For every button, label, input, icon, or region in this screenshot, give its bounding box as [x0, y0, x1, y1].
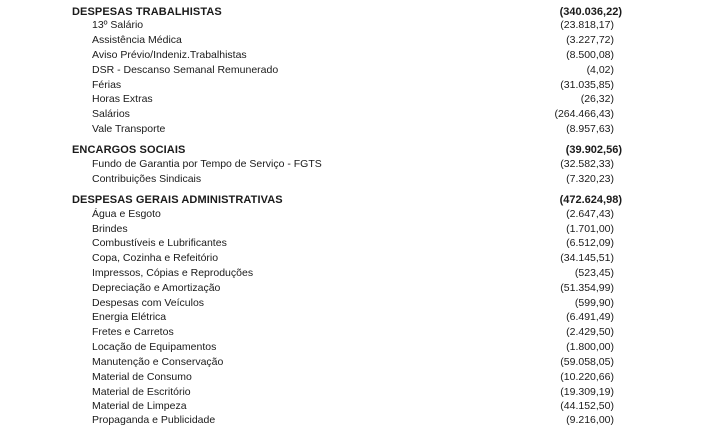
- item-value: (6.512,09): [566, 237, 614, 249]
- item-value: (599,90): [574, 297, 614, 309]
- line-item: [92, 172, 614, 186]
- line-item: [92, 63, 614, 77]
- line-item: [92, 266, 614, 280]
- line-item: [92, 296, 614, 310]
- item-value: (7.320,23): [566, 173, 614, 185]
- line-item: [92, 107, 614, 121]
- line-item: [92, 413, 614, 427]
- item-value: (44.152,50): [560, 400, 614, 412]
- item-value: (10.220,66): [560, 371, 614, 383]
- section-title: ENCARGOS SOCIAIS: [72, 144, 186, 156]
- line-item: [92, 18, 614, 32]
- item-label: Material de Consumo: [92, 371, 192, 383]
- line-item: [92, 92, 614, 106]
- item-value: (2.647,43): [566, 208, 614, 220]
- line-item: [92, 325, 614, 339]
- item-label: Energia Elétrica: [92, 311, 167, 323]
- item-label: Vale Transporte: [92, 123, 166, 135]
- section-title: DESPESAS TRABALHISTAS: [72, 6, 222, 18]
- item-value: (32.582,33): [560, 158, 614, 170]
- item-label: Depreciação e Amortização: [92, 282, 221, 294]
- item-value: (1.701,00): [566, 223, 614, 235]
- item-label: 13º Salário: [92, 19, 144, 31]
- line-item: [92, 310, 614, 324]
- item-label: Copa, Cozinha e Refeitório: [92, 252, 219, 264]
- item-label: DSR - Descanso Semanal Remunerado: [92, 64, 279, 76]
- line-item: [92, 355, 614, 369]
- item-label: Salários: [92, 108, 130, 120]
- item-value: (6.491,49): [566, 311, 614, 323]
- line-item: [92, 236, 614, 250]
- item-value: (34.145,51): [560, 252, 614, 264]
- line-item: [92, 370, 614, 384]
- item-label: Contribuições Sindicais: [92, 173, 202, 185]
- line-item: [92, 340, 614, 354]
- section-title: DESPESAS GERAIS ADMINISTRATIVAS: [72, 194, 283, 206]
- item-label: Aviso Prévio/Indeniz.Trabalhistas: [92, 49, 247, 61]
- item-label: Brindes: [92, 223, 128, 235]
- section-header: [72, 5, 622, 19]
- item-value: (31.035,85): [560, 79, 614, 91]
- line-item: [92, 33, 614, 47]
- item-value: (8.500,08): [566, 49, 614, 61]
- line-item: [92, 385, 614, 399]
- line-item: [92, 222, 614, 236]
- item-label: Água e Esgoto: [92, 208, 161, 220]
- item-value: (8.957,63): [566, 123, 614, 135]
- line-item: [92, 157, 614, 171]
- line-item: [92, 122, 614, 136]
- item-label: Horas Extras: [92, 93, 153, 105]
- item-label: Material de Limpeza: [92, 400, 187, 412]
- item-label: Assistência Médica: [92, 34, 182, 46]
- item-value: (9.216,00): [566, 414, 614, 426]
- line-item: [92, 78, 614, 92]
- item-value: (59.058,05): [560, 356, 614, 368]
- item-label: Férias: [92, 79, 122, 91]
- line-item: [92, 251, 614, 265]
- item-value: (19.309,19): [560, 386, 614, 398]
- item-value: (23.818,17): [560, 19, 614, 31]
- item-value: (26,32): [580, 93, 614, 105]
- item-value: (264.466,43): [554, 108, 614, 120]
- item-label: Impressos, Cópias e Reproduções: [92, 267, 254, 279]
- item-value: (4,02): [586, 64, 614, 76]
- item-label: Fretes e Carretos: [92, 326, 174, 338]
- item-value: (523,45): [574, 267, 614, 279]
- section-total: (39.902,56): [565, 144, 622, 156]
- line-item: [92, 48, 614, 62]
- item-label: Manutenção e Conservação: [92, 356, 224, 368]
- section-header: [72, 193, 622, 207]
- item-label: Fundo de Garantia por Tempo de Serviço - FGTS: [92, 158, 322, 170]
- item-label: Despesas com Veículos: [92, 297, 205, 309]
- line-item: [92, 399, 614, 413]
- item-label: Propaganda e Publicidade: [92, 414, 216, 426]
- item-label: Material de Escritório: [92, 386, 191, 398]
- section-total: (472.624,98): [559, 194, 622, 206]
- section-header: [72, 143, 622, 157]
- section-total: (340.036,22): [559, 6, 622, 18]
- item-value: (51.354,99): [560, 282, 614, 294]
- item-label: Locação de Equipamentos: [92, 341, 217, 353]
- item-label: Combustíveis e Lubrificantes: [92, 237, 227, 249]
- item-value: (1.800,00): [566, 341, 614, 353]
- item-value: (2.429,50): [566, 326, 614, 338]
- line-item: [92, 207, 614, 221]
- line-item: [92, 281, 614, 295]
- item-value: (3.227,72): [566, 34, 614, 46]
